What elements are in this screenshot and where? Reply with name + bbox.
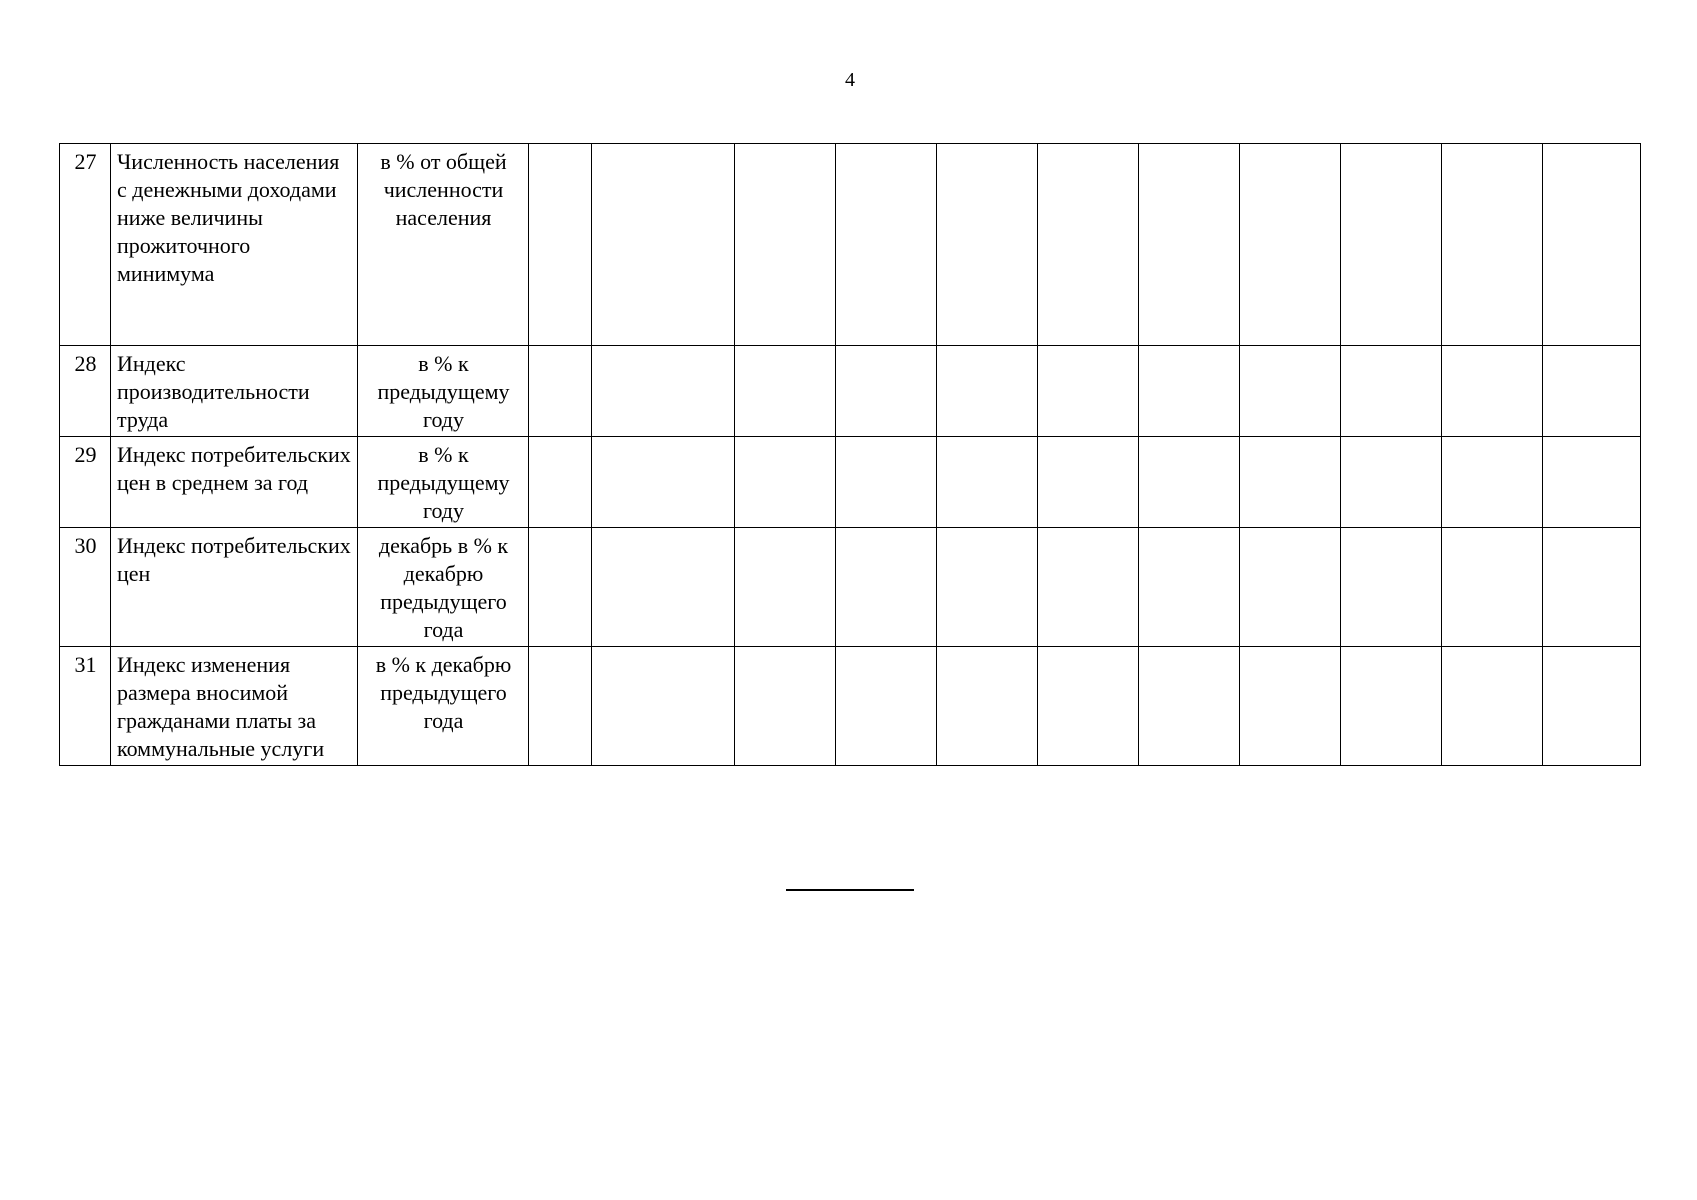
row-number: 29 xyxy=(60,437,111,528)
empty-cell xyxy=(836,647,937,766)
empty-cell xyxy=(1038,144,1139,346)
empty-cell xyxy=(937,437,1038,528)
empty-cell xyxy=(735,647,836,766)
empty-cell xyxy=(1038,437,1139,528)
empty-cell xyxy=(937,647,1038,766)
empty-cell xyxy=(1139,437,1240,528)
empty-cell xyxy=(529,528,592,647)
empty-cell xyxy=(1240,437,1341,528)
empty-cell xyxy=(1442,346,1543,437)
empty-cell xyxy=(1240,346,1341,437)
empty-cell xyxy=(836,437,937,528)
empty-cell xyxy=(1038,528,1139,647)
indicator-name: Индекс производительности труда xyxy=(111,346,358,437)
empty-cell xyxy=(1442,528,1543,647)
empty-cell xyxy=(1240,144,1341,346)
unit-of-measure: декабрь в % к декабрю предыдущего года xyxy=(358,528,529,647)
empty-cell xyxy=(1543,144,1641,346)
row-number: 31 xyxy=(60,647,111,766)
empty-cell xyxy=(836,528,937,647)
empty-cell xyxy=(1038,346,1139,437)
empty-cell xyxy=(1341,437,1442,528)
empty-cell xyxy=(1139,647,1240,766)
indicator-name: Индекс потребительских цен в среднем за год xyxy=(111,437,358,528)
empty-cell xyxy=(1038,647,1139,766)
empty-cell xyxy=(937,346,1038,437)
row-number: 30 xyxy=(60,528,111,647)
empty-cell xyxy=(836,346,937,437)
empty-cell xyxy=(529,346,592,437)
empty-cell xyxy=(1442,647,1543,766)
empty-cell xyxy=(735,528,836,647)
empty-cell xyxy=(735,144,836,346)
empty-cell xyxy=(592,144,735,346)
indicator-name: Индекс изменения размера вносимой гражданами платы за коммунальные услуги xyxy=(111,647,358,766)
indicator-name: Численность населения с денежными доходами ниже величины прожиточного минимума xyxy=(111,144,358,346)
empty-cell xyxy=(1240,528,1341,647)
table-row xyxy=(60,144,1641,346)
empty-cell xyxy=(1341,144,1442,346)
empty-cell xyxy=(1543,346,1641,437)
empty-cell xyxy=(592,528,735,647)
indicator-name: Индекс потребительских цен xyxy=(111,528,358,647)
empty-cell xyxy=(529,144,592,346)
empty-cell xyxy=(735,437,836,528)
empty-cell xyxy=(1139,346,1240,437)
row-number: 27 xyxy=(60,144,111,346)
empty-cell xyxy=(1240,647,1341,766)
empty-cell xyxy=(836,144,937,346)
empty-cell xyxy=(529,437,592,528)
empty-cell xyxy=(1139,144,1240,346)
empty-cell xyxy=(937,144,1038,346)
empty-cell xyxy=(1442,144,1543,346)
unit-of-measure: в % от общей численности населения xyxy=(358,144,529,346)
row-number: 28 xyxy=(60,346,111,437)
page-number: 4 xyxy=(845,69,855,91)
empty-cell xyxy=(1442,437,1543,528)
end-of-document-rule xyxy=(786,889,914,891)
empty-cell xyxy=(592,346,735,437)
table-row xyxy=(60,437,1641,528)
empty-cell xyxy=(592,437,735,528)
empty-cell xyxy=(1341,647,1442,766)
empty-cell xyxy=(1341,528,1442,647)
empty-cell xyxy=(735,346,836,437)
unit-of-measure: в % к предыдущему году xyxy=(358,346,529,437)
empty-cell xyxy=(1543,647,1641,766)
empty-cell xyxy=(1543,437,1641,528)
table-row xyxy=(60,346,1641,437)
table-row xyxy=(60,528,1641,647)
unit-of-measure: в % к декабрю предыдущего года xyxy=(358,647,529,766)
unit-of-measure: в % к предыдущему году xyxy=(358,437,529,528)
empty-cell xyxy=(1543,528,1641,647)
empty-cell xyxy=(529,647,592,766)
empty-cell xyxy=(1139,528,1240,647)
indicators-table xyxy=(59,143,1641,766)
table-row xyxy=(60,647,1641,766)
empty-cell xyxy=(1341,346,1442,437)
empty-cell xyxy=(592,647,735,766)
empty-cell xyxy=(937,528,1038,647)
